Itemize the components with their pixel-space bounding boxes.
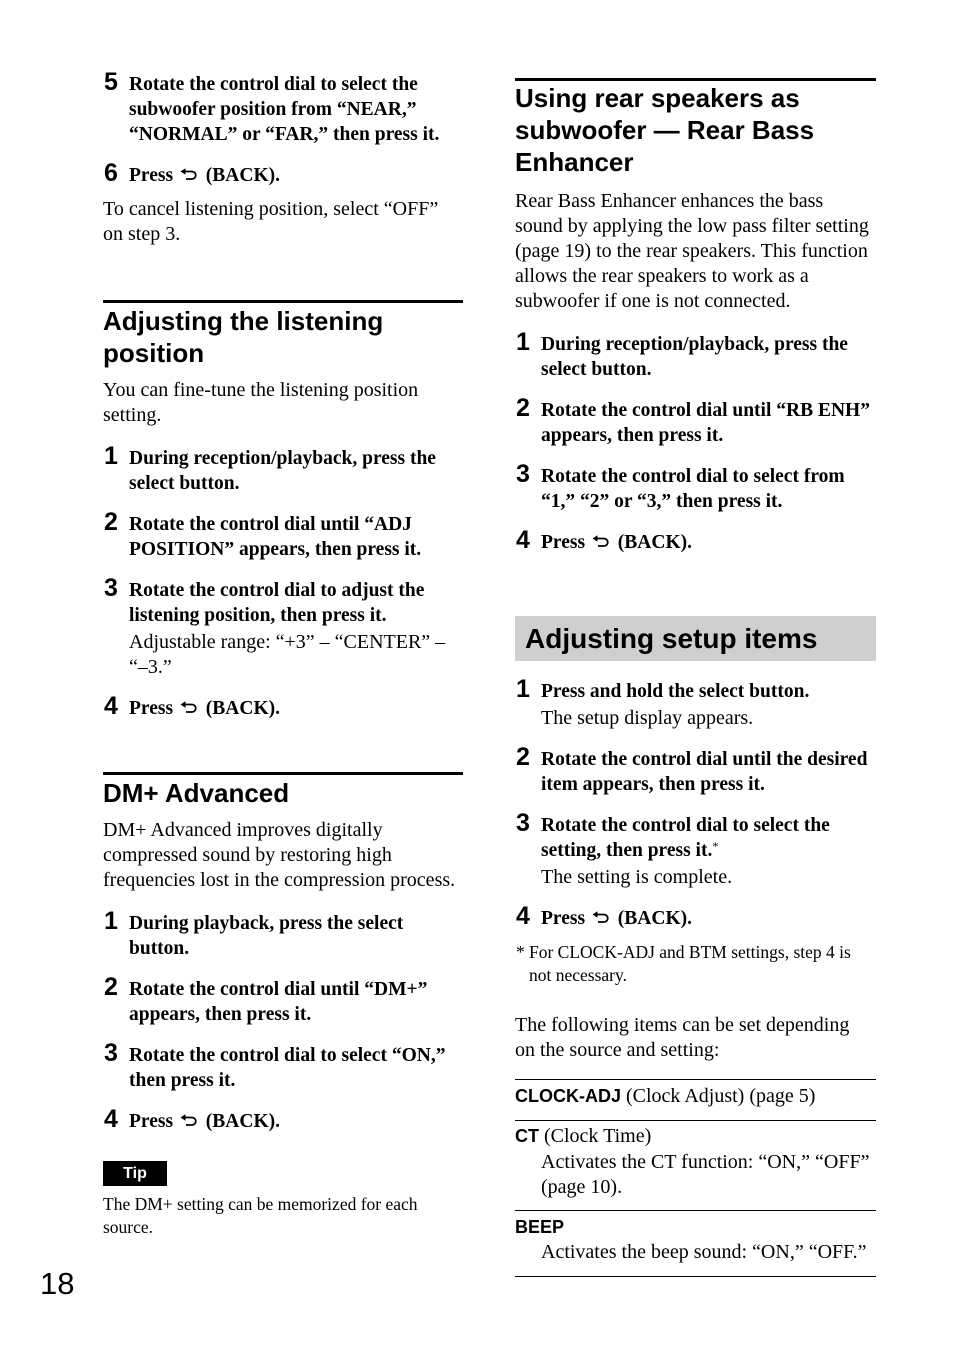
- step-text-line: Press and hold the select button.: [541, 681, 810, 702]
- item-desc: (Clock Adjust) (page 5): [626, 1085, 816, 1107]
- step-text-line: Rotate the control dial to select from: [541, 466, 845, 487]
- step-text-line: Rotate the control dial until “ADJ: [129, 514, 412, 535]
- item-desc: (Clock Time): [544, 1125, 652, 1147]
- press-label: Press: [129, 1111, 174, 1132]
- press-label: Press: [541, 532, 586, 553]
- item-name: CLOCK-ADJ: [515, 1086, 621, 1106]
- listening-step-2: [103, 510, 421, 562]
- step-text: [129, 911, 403, 961]
- step-note-line: “–3.”: [129, 656, 172, 678]
- step-text: [129, 446, 436, 496]
- step-text: [541, 906, 692, 931]
- step-text: [541, 530, 692, 555]
- step-number: 2: [104, 973, 118, 1001]
- paragraph-line: DM+ Advanced improves digitally: [103, 819, 383, 841]
- item-name: CT: [515, 1126, 539, 1146]
- step-number: 1: [516, 328, 530, 356]
- step-text-line: [541, 838, 830, 863]
- back-label: (BACK).: [205, 1111, 280, 1132]
- step-text: [129, 72, 439, 147]
- step-text: [541, 813, 830, 890]
- step-text: [129, 578, 445, 680]
- heading-line: Enhancer: [515, 147, 634, 177]
- step-text-line: Rotate the control dial to select the: [541, 815, 830, 836]
- paragraph-line: sound by applying the low pass filter setting: [515, 215, 869, 237]
- step-text-line: Rotate the control dial to select the: [129, 74, 418, 95]
- paragraph-line: (page 19) to the rear speakers. This function: [515, 240, 868, 262]
- section-rule: [515, 78, 876, 81]
- back-icon: [592, 535, 610, 549]
- setup-step-2: [515, 745, 867, 797]
- paragraph-line: frequencies lost in the compression process.: [103, 869, 456, 891]
- step-text: [129, 1043, 445, 1093]
- step-number: 1: [104, 442, 118, 470]
- footnote: [516, 941, 851, 987]
- step-text-line: Rotate the control dial until the desired: [541, 749, 868, 770]
- step-text-line: [129, 163, 280, 188]
- rear-bass-step-4: [515, 528, 692, 555]
- step-text: [541, 332, 848, 382]
- step-text: [129, 977, 427, 1027]
- step-text-fragment: setting, then press it.: [541, 840, 713, 861]
- paragraph-line: on step 3.: [103, 223, 181, 245]
- step-note: [541, 865, 830, 890]
- step-number: 2: [516, 743, 530, 771]
- back-label: (BACK).: [205, 698, 280, 719]
- rear-bass-step-2: [515, 396, 870, 448]
- step-number: 6: [104, 159, 118, 187]
- paragraph-line: on the source and setting:: [515, 1039, 720, 1061]
- step-text-line: select button.: [129, 473, 240, 494]
- section-heading-listening: [103, 305, 383, 369]
- paragraph-line: To cancel listening position, select “OFF”: [103, 198, 439, 220]
- step-text-line: Rotate the control dial to adjust the: [129, 580, 425, 601]
- paragraph-line: compressed sound by restoring high: [103, 844, 392, 866]
- step-text-line: appears, then press it.: [129, 1004, 312, 1025]
- heading-line: subwoofer — Rear Bass: [515, 115, 815, 145]
- heading-line: position: [103, 338, 205, 368]
- table-rule: [515, 1210, 876, 1211]
- back-icon: [180, 1114, 198, 1128]
- step-text-line: [129, 1109, 280, 1134]
- step-number: 4: [516, 526, 530, 554]
- step-number: 1: [104, 907, 118, 935]
- step-number: 2: [104, 508, 118, 536]
- step-number: 4: [104, 1105, 118, 1133]
- step-text: [541, 398, 870, 448]
- dm-step-3: [103, 1041, 445, 1093]
- section-rule: [103, 300, 463, 303]
- step-note-line: The setting is complete.: [541, 866, 733, 888]
- step-number: 3: [104, 1039, 118, 1067]
- tip-text-line: source.: [103, 1217, 154, 1237]
- heading-line: Adjusting the listening: [103, 306, 384, 336]
- table-rule: [515, 1276, 876, 1277]
- step-number: 4: [516, 902, 530, 930]
- step-note-line: Adjustable range: “+3” – “CENTER” –: [129, 631, 446, 653]
- step-text-line: item appears, then press it.: [541, 774, 765, 795]
- section-heading-rear-bass: [515, 82, 814, 178]
- back-icon: [592, 911, 610, 925]
- step-text-line: “1,” “2” or “3,” then press it.: [541, 491, 783, 512]
- step-number: 3: [104, 574, 118, 602]
- item-name: BEEP: [515, 1217, 565, 1237]
- tip-text: [103, 1193, 418, 1239]
- back-label: (BACK).: [205, 165, 280, 186]
- page-number: 18: [40, 1266, 75, 1301]
- cancel-note: [103, 197, 438, 247]
- item-ct-detail: [541, 1150, 869, 1200]
- rear-bass-intro: [515, 189, 869, 314]
- tip-text-line: The DM+ setting can be memorized for each: [103, 1194, 418, 1214]
- dm-step-1: [103, 909, 403, 961]
- step-text-line: [129, 696, 280, 721]
- step-text-line: Rotate the control dial until “RB ENH”: [541, 400, 870, 421]
- listening-intro: [103, 378, 418, 428]
- step-text-line: select button.: [541, 359, 652, 380]
- section-heading-setup: Adjusting setup items: [525, 623, 818, 654]
- item-detail-line: Activates the CT function: “ON,” “OFF”: [541, 1151, 870, 1173]
- footnote-text: [529, 941, 851, 987]
- setup-step-3: [515, 811, 830, 890]
- step-text-line: POSITION” appears, then press it.: [129, 539, 422, 560]
- step-text: [129, 696, 280, 721]
- step-text-line: During reception/playback, press the: [541, 334, 848, 355]
- step-number: 3: [516, 809, 530, 837]
- listening-step-1: [103, 444, 436, 496]
- heading-line: Using rear speakers as: [515, 83, 800, 113]
- step-text-line: [541, 906, 692, 931]
- footnote-mark: *: [712, 839, 719, 853]
- step-text: [541, 464, 845, 514]
- paragraph-line: subwoofer if one is not connected.: [515, 290, 791, 312]
- item-clock-adj: [515, 1084, 815, 1109]
- step-text-line: During reception/playback, press the: [129, 448, 436, 469]
- dm-intro: [103, 818, 455, 893]
- step-text-line: “NORMAL” or “FAR,” then press it.: [129, 124, 440, 145]
- step-text-line: Rotate the control dial until “DM+”: [129, 979, 428, 1000]
- paragraph-line: setting.: [103, 404, 162, 426]
- setup-step-1: [515, 677, 809, 731]
- back-label: (BACK).: [617, 908, 692, 929]
- step-text-line: appears, then press it.: [541, 425, 724, 446]
- step-text-line: then press it.: [129, 1070, 236, 1091]
- step-5: [103, 70, 439, 147]
- footnote-asterisk: *: [516, 942, 525, 962]
- step-text: [129, 512, 421, 562]
- item-ct: [515, 1124, 651, 1149]
- item-beep-detail: [541, 1240, 867, 1265]
- step-text-line: listening position, then press it.: [129, 605, 387, 626]
- step-text: [541, 679, 809, 731]
- rear-bass-step-3: [515, 462, 845, 514]
- step-number: 5: [104, 68, 118, 96]
- press-label: Press: [541, 908, 586, 929]
- section-heading-dm: DM+ Advanced: [103, 778, 290, 808]
- setup-step-4: [515, 904, 692, 931]
- step-text-line: Rotate the control dial to select “ON,”: [129, 1045, 446, 1066]
- step-number: 2: [516, 394, 530, 422]
- step-number: 1: [516, 675, 530, 703]
- press-label: Press: [129, 698, 174, 719]
- back-icon: [180, 701, 198, 715]
- footnote-line: For CLOCK-ADJ and BTM settings, step 4 is: [529, 942, 851, 962]
- tip-badge: Tip: [103, 1161, 167, 1186]
- step-text-line: button.: [129, 938, 190, 959]
- section-rule: [103, 772, 463, 775]
- step-text: [129, 163, 280, 188]
- dm-step-4: [103, 1107, 280, 1134]
- paragraph-line: The following items can be set depending: [515, 1014, 850, 1036]
- items-intro: [515, 1013, 849, 1063]
- listening-step-4: [103, 694, 280, 721]
- listening-step-3: [103, 576, 445, 680]
- step-text-line: During playback, press the select: [129, 913, 404, 934]
- item-detail-line: (page 10).: [541, 1176, 623, 1198]
- step-note: [129, 630, 445, 680]
- step-text: [129, 1109, 280, 1134]
- back-label: (BACK).: [617, 532, 692, 553]
- table-rule: [515, 1120, 876, 1121]
- press-label: Press: [129, 165, 174, 186]
- back-icon: [180, 168, 198, 182]
- item-detail-line: Activates the beep sound: “ON,” “OFF.”: [541, 1241, 867, 1263]
- step-number: 4: [104, 692, 118, 720]
- paragraph-line: Rear Bass Enhancer enhances the bass: [515, 190, 824, 212]
- paragraph-line: allows the rear speakers to work as a: [515, 265, 809, 287]
- step-6: [103, 161, 280, 188]
- paragraph-line: You can fine-tune the listening position: [103, 379, 419, 401]
- item-beep: [515, 1215, 564, 1240]
- step-text: [541, 747, 867, 797]
- rear-bass-step-1: [515, 330, 848, 382]
- setup-heading-box: [515, 616, 876, 661]
- footnote-line: not necessary.: [529, 965, 627, 985]
- table-rule: [515, 1079, 876, 1080]
- step-text-line: [541, 530, 692, 555]
- step-note: [541, 706, 809, 731]
- step-text-line: subwoofer position from “NEAR,”: [129, 99, 417, 120]
- step-number: 3: [516, 460, 530, 488]
- step-note-line: The setup display appears.: [541, 707, 754, 729]
- dm-step-2: [103, 975, 427, 1027]
